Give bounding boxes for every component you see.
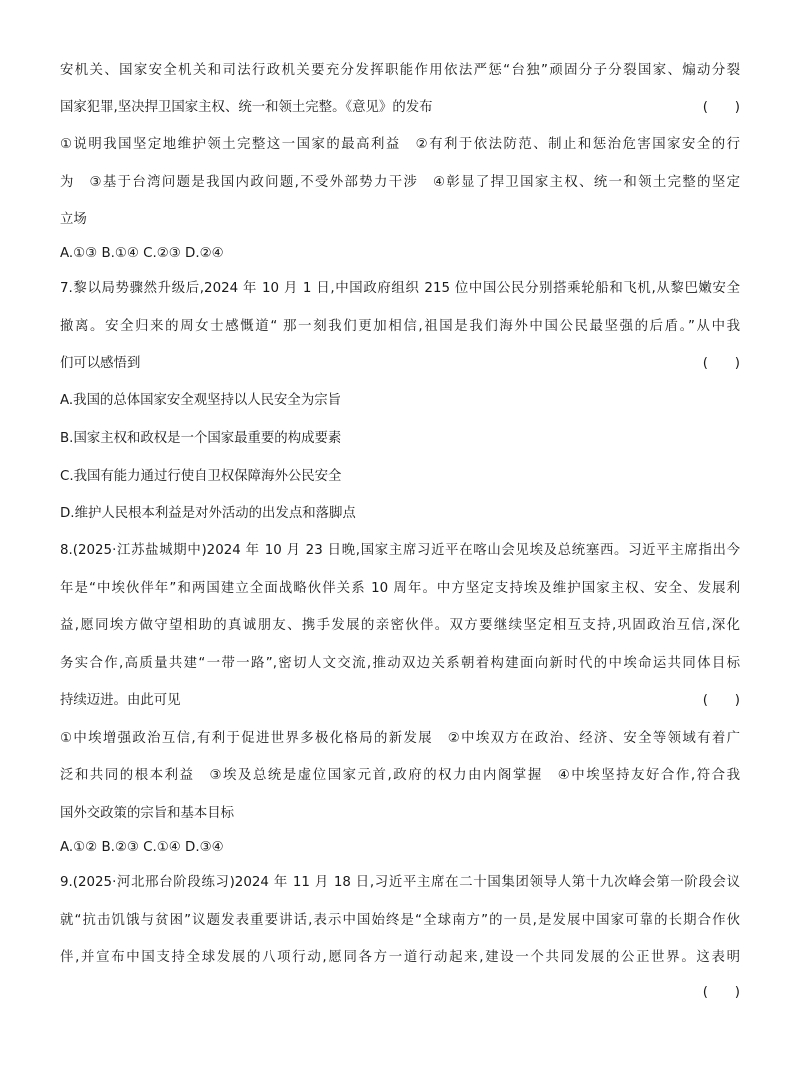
q7-option-d: D.维护人民根本利益是对外活动的出发点和落脚点 <box>60 506 356 521</box>
q8-stem-line-2: 年是“中埃伙伴年”和两国建立全面战略伙伴关系 10 周年。中方坚定支持埃及维护国家主权、安全、发展利 <box>60 581 740 596</box>
q8-statement-line-2: 泛和共同的根本利益 ③埃及总统是虚位国家元首,政府的权力由内阁掌握 ④中埃坚持友好合作,符合我 <box>60 768 740 783</box>
q8-stem-line-1: 8.(2025·江苏盐城期中)2024 年 10 月 23 日晚,国家主席习近平在喀山会见埃及总统塞西。习近平主席指出今 <box>60 543 740 558</box>
q6-statement-line-1: ①说明我国坚定地维护领土完整这一国家的最高利益 ②有利于依法防范、制止和惩治危害国家安全的行 <box>60 137 740 152</box>
q7-stem-line-2: 撤离。安全归来的周女士感慨道“ 那一刻我们更加相信,祖国是我们海外中国公民最坚强的后盾。”从中我 <box>60 319 740 334</box>
q6-options: A.①③ B.①④ C.②③ D.②④ <box>60 246 224 261</box>
q7-option-c: C.我国有能力通过行使自卫权保障海外公民安全 <box>60 469 342 484</box>
q8-statement-line-1: ①中埃增强政治互信,有利于促进世界多极化格局的新发展 ②中埃双方在政治、经济、安全等领域有着广 <box>60 731 740 746</box>
q7-answer-blank: ( ) <box>702 356 740 371</box>
q7-option-b: B.国家主权和政权是一个国家最重要的构成要素 <box>60 431 342 446</box>
q9-stem-line-2: 就“抗击饥饿与贫困”议题发表重要讲话,表示中国始终是“全球南方”的一员,是发展中国家可靠的长期合作伙 <box>60 913 740 928</box>
q8-stem-line-4: 务实合作,高质量共建“一带一路”,密切人文交流,推动双边关系朝着构建面向新时代的中埃命运共同体目标 <box>60 656 740 671</box>
q8-options: A.①② B.②③ C.①④ D.③④ <box>60 840 224 855</box>
q8-statement-line-3: 国外交政策的宗旨和基本目标 <box>60 806 235 821</box>
q7-stem-line-1: 7.黎以局势骤然升级后,2024 年 10 月 1 日,中国政府组织 215 位中国公民分别搭乘轮船和飞机,从黎巴嫩安全 <box>60 281 740 296</box>
q6-statement-line-3: 立场 <box>60 212 87 227</box>
q6-statement-line-2: 为 ③基于台湾问题是我国内政问题,不受外部势力干涉 ④彰显了捍卫国家主权、统一和领土完整的坚定 <box>60 175 740 190</box>
q6-stem-line-2: 国家犯罪,坚决捍卫国家主权、统一和领土完整。《意见》的发布 <box>60 100 433 115</box>
q8-stem-line-5: 持续迈进。由此可见 <box>60 693 181 708</box>
q9-stem-line-1: 9.(2025·河北邢台阶段练习)2024 年 11 月 18 日,习近平主席在二十国集团领导人第十九次峰会第一阶段会议 <box>60 875 740 890</box>
q9-answer-blank: ( ) <box>702 985 740 1000</box>
q7-option-a: A.我国的总体国家安全观坚持以人民安全为宗旨 <box>60 393 341 408</box>
q8-answer-blank: ( ) <box>702 693 740 708</box>
q9-stem-line-3: 伴,并宣布中国支持全球发展的八项行动,愿同各方一道行动起来,建设一个共同发展的公正世界。这表明 <box>60 950 740 965</box>
q7-stem-line-3: 们可以感悟到 <box>60 356 141 371</box>
q8-stem-line-3: 益,愿同埃方做守望相助的真诚朋友、携手发展的亲密伙伴。双方要继续坚定相互支持,巩固政治互信,深化 <box>60 618 740 633</box>
q6-answer-blank: ( ) <box>702 100 740 115</box>
q6-stem-line-1: 安机关、国家安全机关和司法行政机关要充分发挥职能作用依法严惩“台独”顽固分子分裂国家、煽动分裂 <box>60 63 740 78</box>
